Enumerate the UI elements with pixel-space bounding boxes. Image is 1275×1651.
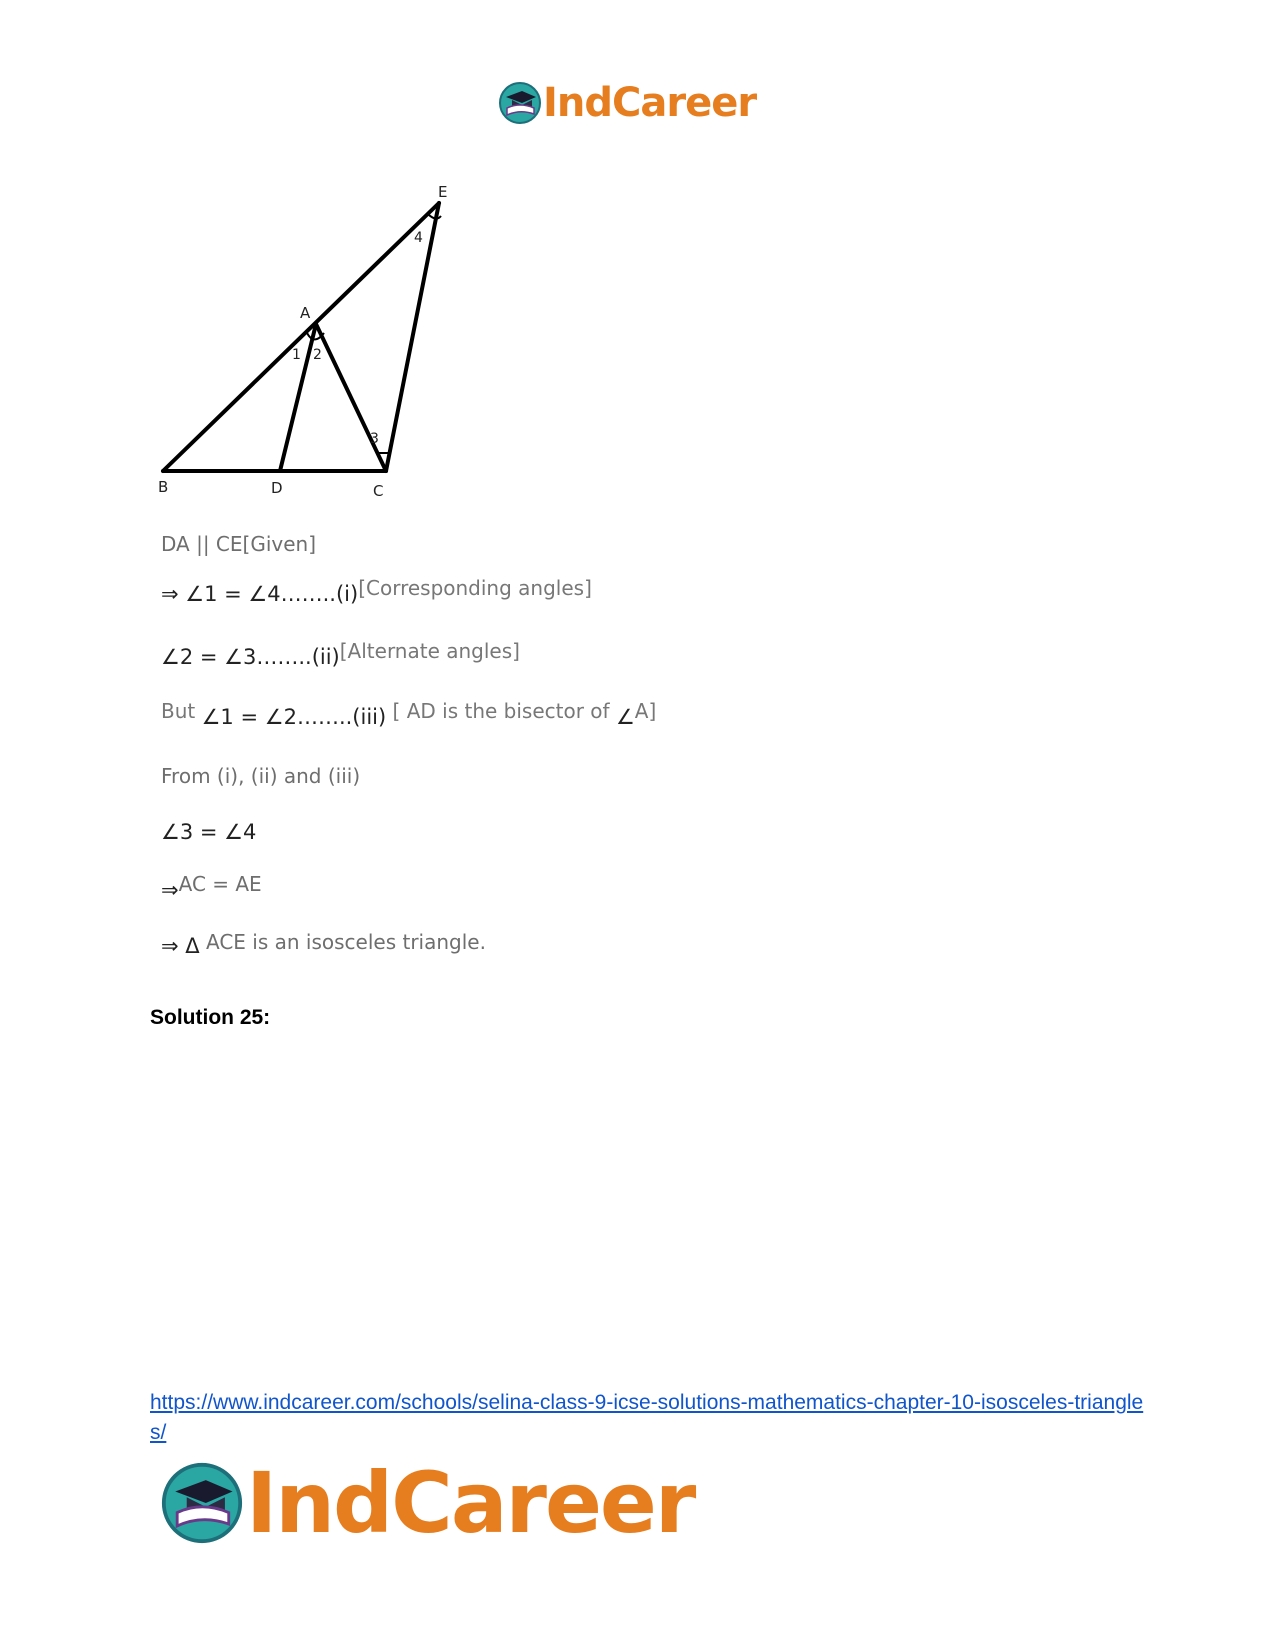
reason-text: [Corresponding angles] — [358, 576, 592, 600]
solution-line-5 — [161, 764, 360, 788]
solution-heading: Solution 25: — [150, 1006, 271, 1029]
equation-text: ⇒ ∠1 = ∠4 — [161, 582, 281, 606]
dot-leader: …….. — [296, 705, 353, 729]
solution-line-2 — [161, 576, 592, 606]
solution-line-8 — [161, 930, 486, 958]
solution-line-3 — [161, 639, 520, 669]
vertex-label-e: E — [438, 183, 448, 201]
graduation-cap-logo-icon — [160, 1461, 244, 1545]
reason-text-end: A] — [634, 699, 657, 723]
vertex-label-a: A — [300, 304, 311, 322]
vertex-label-b: B — [158, 478, 169, 496]
angle-label-4: 4 — [414, 230, 423, 246]
dot-leader: …….. — [280, 582, 336, 606]
triangle-diagram — [150, 180, 470, 500]
segment-ce — [386, 203, 439, 471]
reason-text: [Alternate angles] — [339, 639, 520, 663]
equation-ref: (ii) — [311, 645, 340, 669]
angle-label-2: 2 — [313, 347, 322, 363]
implies-symbol: ⇒ — [161, 878, 179, 902]
footer-source-link[interactable]: https://www.indcareer.com/schools/selina-class-9-icse-solutions-mathematics-chapter-10-isosceles-triangles/ — [150, 1391, 1144, 1444]
conclusion-text: ACE is an isosceles triangle. — [206, 930, 486, 954]
equation-text: ∠3 = ∠4 — [161, 820, 257, 844]
solution-line-1 — [161, 532, 316, 556]
equation-text: ∠2 = ∠3 — [161, 645, 257, 669]
indcareer-logo-bottom — [160, 1454, 695, 1552]
reason-text: [ AD is the bisector of — [392, 699, 610, 723]
logo-wordmark: IndCareer — [246, 1454, 695, 1552]
equation-ref: (iii) — [352, 705, 387, 729]
graduation-cap-logo-icon — [498, 81, 542, 125]
equation-text: ∠1 = ∠2 — [201, 705, 297, 729]
segment-ac — [316, 324, 386, 471]
vertex-label-c: C — [373, 482, 384, 500]
equation-text: AC = AE — [178, 872, 262, 896]
implies-triangle-symbol: ⇒ Δ — [161, 934, 200, 958]
indcareer-logo-top — [498, 78, 756, 128]
from-statement: From (i), (ii) and (iii) — [161, 764, 361, 788]
logo-wordmark: IndCareer — [543, 80, 757, 126]
dot-leader: …….. — [256, 645, 312, 669]
angle-label-1: 1 — [292, 347, 301, 363]
vertex-label-d: D — [271, 479, 283, 497]
equation-ref: (i) — [335, 582, 359, 606]
angle-symbol: ∠ — [615, 705, 635, 729]
solution-line-7 — [161, 872, 262, 902]
angle-label-3: 3 — [370, 431, 379, 447]
solution-line-6 — [161, 820, 256, 844]
segment-be — [163, 203, 439, 471]
but-text: But — [161, 699, 196, 723]
given-statement: DA || CE[Given] — [161, 532, 316, 556]
solution-line-4 — [161, 699, 657, 729]
